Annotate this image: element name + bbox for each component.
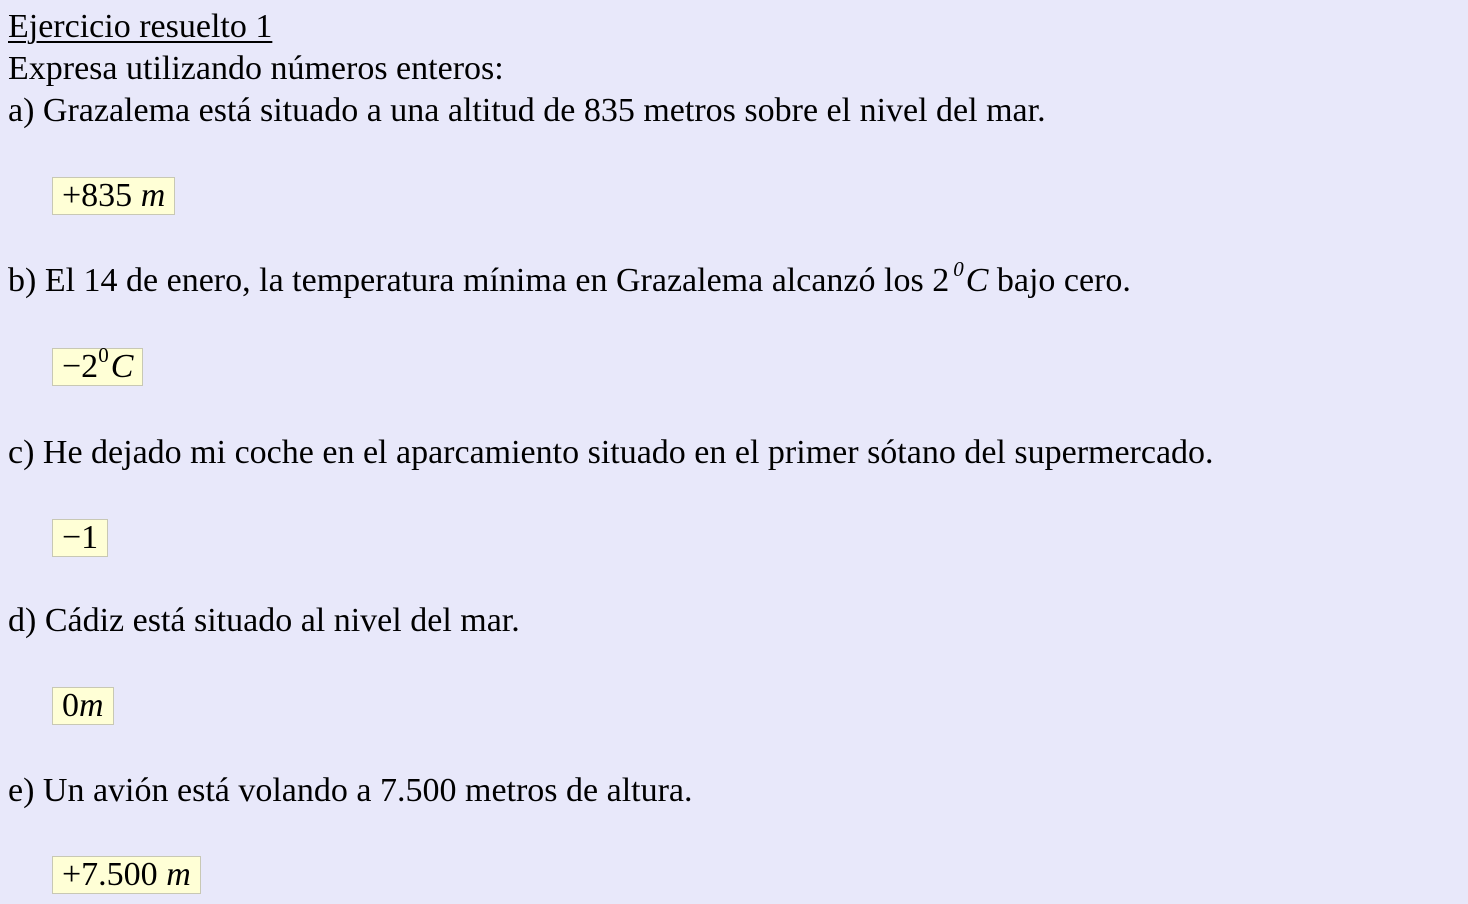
item-b-answer-value: −2	[62, 348, 99, 385]
item-b-statement-text: b) El 14 de enero, la temperatura mínima en Grazalema alcanzó los 2	[8, 262, 950, 299]
item-b-answer	[52, 343, 143, 386]
item-c-answer-value: −1	[62, 519, 99, 556]
item-a-statement: a) Grazalema está situado a una altitud de 835 metros sobre el nivel del mar.	[8, 92, 1046, 129]
exercise-instruction: Expresa utilizando números enteros:	[8, 50, 504, 87]
item-b-statement	[8, 257, 1131, 301]
item-c-answer	[52, 519, 108, 557]
item-a-answer-value: +835	[62, 177, 133, 214]
item-b-statement-degree: 0	[953, 257, 964, 281]
item-b-answer-unit: C	[110, 348, 134, 385]
item-d-answer-unit: m	[79, 687, 104, 724]
item-b-answer-degree: 0	[98, 343, 109, 367]
item-d-statement: d) Cádiz está situado al nivel del mar.	[8, 602, 520, 639]
item-d-answer-value: 0	[62, 687, 79, 724]
item-c-statement: c) He dejado mi coche en el aparcamiento situado en el primer sótano del supermercado.	[8, 434, 1214, 471]
item-e-statement: e) Un avión está volando a 7.500 metros de altura.	[8, 772, 693, 809]
item-e-answer	[52, 856, 201, 894]
item-e-answer-value: +7.500	[62, 856, 158, 893]
item-e-answer-unit: m	[166, 856, 191, 893]
item-b-statement-unit: C	[965, 262, 989, 299]
item-a-answer-unit: m	[140, 177, 166, 214]
item-a-answer	[52, 177, 175, 215]
exercise-title: Ejercicio resuelto 1	[8, 8, 273, 45]
item-d-answer	[52, 687, 114, 725]
item-b-statement-tail: bajo cero.	[996, 262, 1131, 299]
